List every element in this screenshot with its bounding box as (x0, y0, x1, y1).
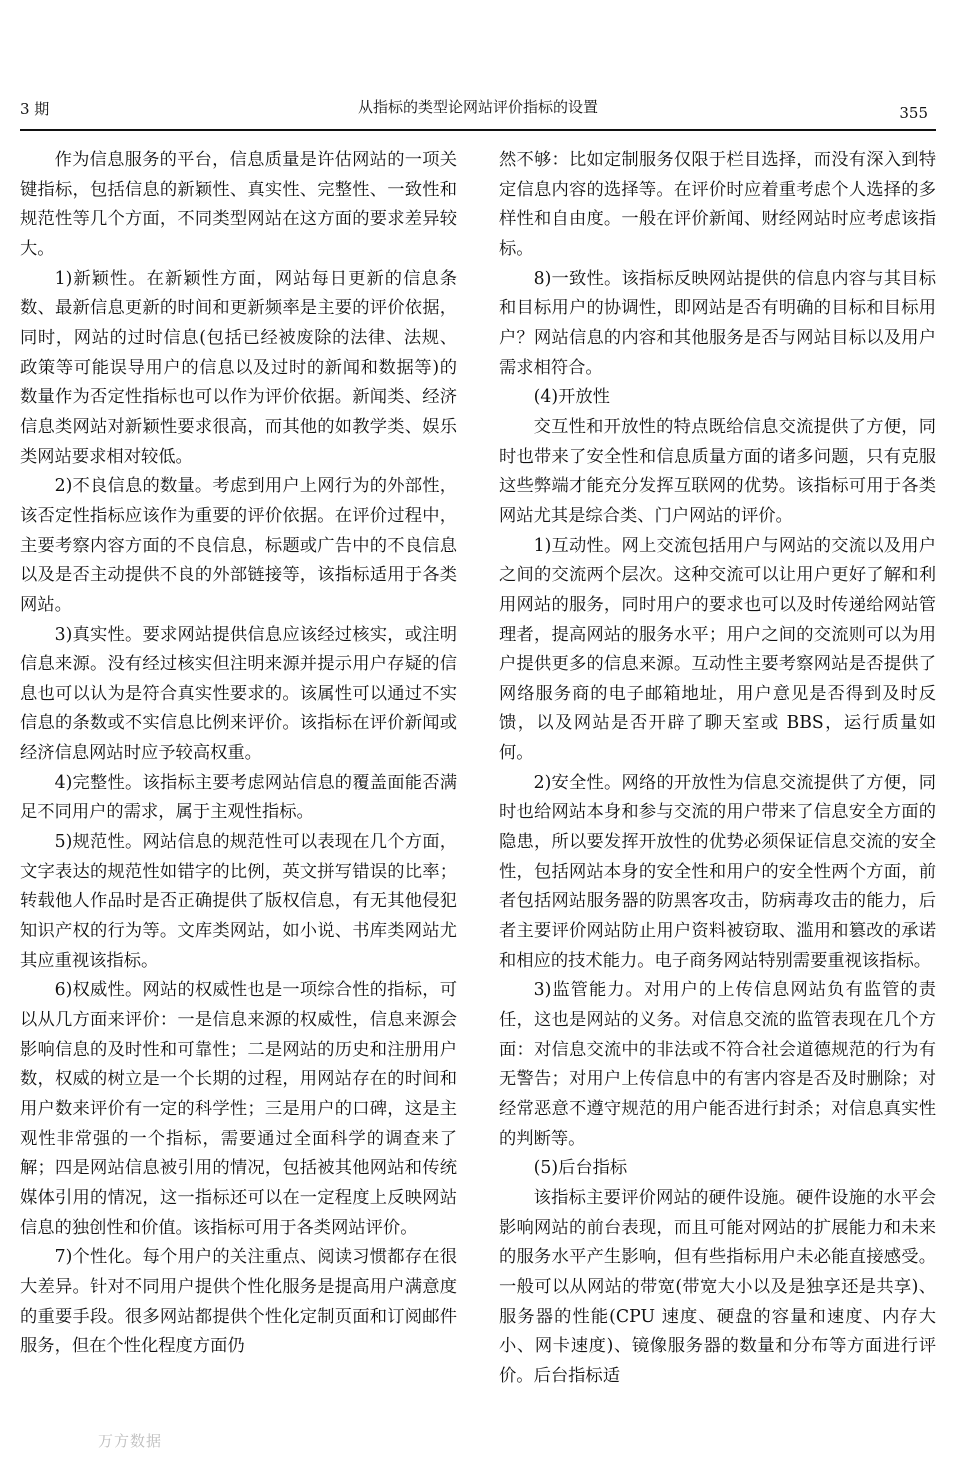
paragraph-security: 2)安全性。网络的开放性为信息交流提供了方便，同时也给网站本身和参与交流的用户带来了信息安全方面的隐患，所以要发挥开放性的优势必须保证信息交流的安全性，包括网站本身的安全性和用户的安全性两个方面，前者包括网站服务器的防黑客攻击，防病毒攻击的能力，后者主要评价网站防止用户资料被窃取、滥用和篡改的承诺和相应的技术能力。电子商务网站特别需要重视该指标。 (499, 772, 936, 971)
left-column (20, 146, 457, 1362)
section-heading-openness: (4)开放性 (533, 387, 610, 408)
page-header (20, 0, 936, 131)
paragraph-novelty: 1)新颖性。在新颖性方面，网站每日更新的信息条数、最新信息更新的时间和更新频率是主要的评价依据，同时，网站的过时信息(包括已经被废除的法律、法规、政策等可能误导用户的信息以及过时的新闻和数据等)的数量作为否定性指标也可以作为评价依据。新闻类、经济信息类网站对新颖性要求很高，而其他的如教学类、娱乐类网站要求相对较低。 (20, 268, 457, 467)
paragraph-standardization: 5)规范性。网站信息的规范性可以表现在几个方面，文字表达的规范性如错字的比例，英文拼写错误的比率；转载他人作品时是否正确提供了版权信息，有无其他侵犯知识产权的行为等。文库类网站，如小说、书库类网站尤其应重视该指标。 (20, 832, 457, 971)
paragraph-supervision: 3)监管能力。对用户的上传信息网站负有监管的责任，这也是网站的义务。对信息交流的监管表现在几个方面：对信息交流中的非法或不符合社会道德规范的行为有无警告；对用户上传信息中的有害内容是否及时删除；对经常恶意不遵守规范的用户能否进行封杀；对信息真实性的判断等。 (499, 980, 936, 1149)
running-title: 从指标的类型论网站评价指标的设置 (357, 98, 598, 116)
paragraph-completeness: 4)完整性。该指标主要考虑网站信息的覆盖面能否满足不同用户的需求，属于主观性指标。 (20, 772, 457, 823)
paragraph-bad-info: 2)不良信息的数量。考虑到用户上网行为的外部性，该否定性指标应该作为重要的评价依据。在评价过程中，主要考察内容方面的不良信息，标题或广告中的不良信息以及是否主动提供不良的外部链接等，该指标适用于各类网站。 (20, 476, 457, 615)
paragraph-authenticity: 3)真实性。要求网站提供信息应该经过核实，或注明信息来源。没有经过核实但注明来源并提示用户存疑的信息也可以认为是符合真实性要求的。该属性可以通过不实信息的条数或不实信息比例来评价。该指标在评价新闻或经济信息网站时应予较高权重。 (20, 624, 457, 764)
right-column (499, 146, 936, 1392)
paragraph-authority: 6)权威性。网站的权威性也是一项综合性的指标，可以从几方面来评价：一是信息来源的权威性，信息来源会影响信息的及时性和可靠性；二是网站的历史和注册用户数，权威的树立是一个长期的过程，用网站存在的时间和用户数来评价有一定的科学性；三是用户的口碑，这是主观性非常强的一个指标，需要通过全面科学的调查来了解；四是网站信息被引用的情况，包括被其他网站和传统媒体引用的情况，这一指标还可以在一定程度上反映网站信息的独创性和价值。该指标可用于各类网站评价。 (20, 980, 457, 1238)
issue-number: 3 期 (20, 100, 50, 118)
paragraph-personalization-cont: 然不够：比如定制服务仅限于栏目选择，而没有深入到特定信息内容的选择等。在评价时应着重考虑个人选择的多样性和自由度。一般在评价新闻、财经网站时应考虑该指标。 (499, 150, 936, 259)
paragraph-consistency: 8)一致性。该指标反映网站提供的信息内容与其目标和目标用户的协调性，即网站是否有明确的目标和目标用户？网站信息的内容和其他服务是否与网站目标以及用户需求相符合。 (499, 268, 936, 378)
paragraph-backend: 该指标主要评价网站的硬件设施。硬件设施的水平会影响网站的前台表现，而且可能对网站的扩展能力和未来的服务水平产生影响，但有些指标用户未必能直接感受。一般可以从网站的带宽(带宽大小以及是独享还是共享)、服务器的性能(CPU 速度、硬盘的容量和速度、内存大小、网卡速度)、镜像服务器的数量和分布等方面进行评价。后台指标适 (499, 1187, 936, 1386)
watermark: 万方数据 (98, 1432, 163, 1450)
paragraph-personalization: 7)个性化。每个用户的关注重点、阅读习惯都存在很大差异。针对不同用户提供个性化服务是提高用户满意度的重要手段。很多网站都提供个性化定制页面和订阅邮件服务，但在个性化程度方面仍 (20, 1247, 457, 1357)
paragraph-interactivity: 1)互动性。网上交流包括用户与网站的交流以及用户之间的交流两个层次。这种交流可以让用户更好了解和利用网站的服务，同时用户的要求也可以及时传递给网站管理者，提高网站的服务水平；用户之间的交流则可以为用户提供更多的信息来源。互动性主要考察网站是否提供了网络服务商的电子邮箱地址，用户意见是否得到及时反馈，以及网站是否开辟了聊天室或 BBS，运行质量如何。 (499, 535, 936, 764)
paragraph-openness: 交互性和开放性的特点既给信息交流提供了方便，同时也带来了安全性和信息质量方面的诸多问题，只有克服这些弊端才能充分发挥互联网的优势。该指标可用于各类网站尤其是综合类、门户网站的评价。 (499, 416, 936, 526)
paragraph-intro: 作为信息服务的平台，信息质量是许估网站的一项关键指标，包括信息的新颖性、真实性、完整性、一致性和规范性等几个方面，不同类型网站在这方面的要求差异较大。 (20, 150, 457, 259)
page-number: 355 (899, 104, 928, 122)
section-heading-backend: (5)后台指标 (533, 1158, 628, 1179)
